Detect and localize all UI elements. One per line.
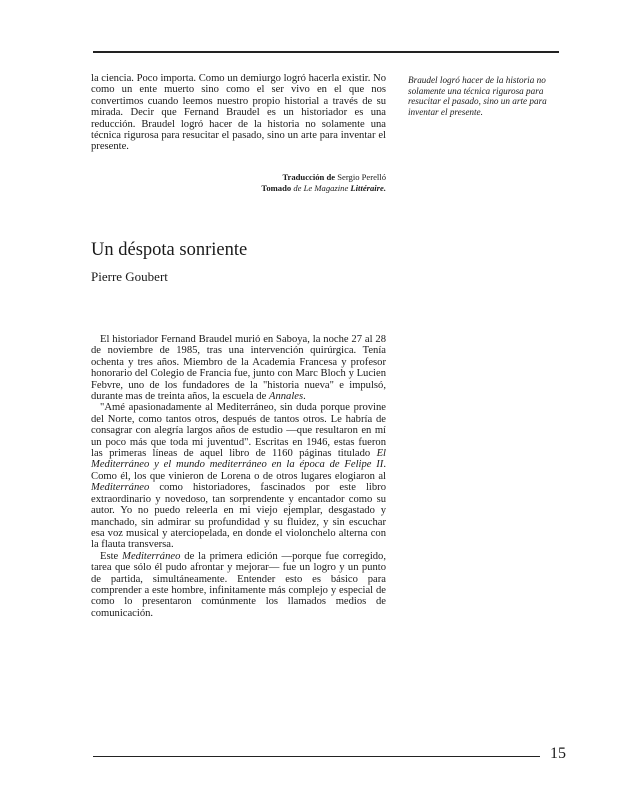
source-de: de	[293, 183, 302, 193]
source-label: Tomado	[261, 183, 292, 193]
source-magazine-bold: Littéraire.	[350, 183, 386, 193]
body-paragraph-2	[91, 402, 386, 550]
p2-text-a: "Amé apasionadamente al Mediterráneo, sin duda porque provine del Norte, como tantos otros, después de tantos otros. Le habría de consagrar con alegría largos años de estudio —que resultaron en mí un poco más que toda mi juventud". Escritas en 1946, estas fueron las primeras líneas de aquel libro de 1160 páginas titulado	[91, 402, 386, 460]
intro-paragraph	[91, 73, 386, 153]
translation-credit	[261, 172, 386, 183]
body-paragraph-3	[91, 551, 386, 619]
translation-label: Traducción de	[282, 172, 336, 182]
credits	[261, 172, 386, 194]
article-body	[91, 334, 386, 619]
p1-text: El historiador Fernand Braudel murió en Saboya, la noche 27 al 28 de noviembre de 1985, tras una intervención quirúrgica. Tenía ochenta y tres años. Miembro de la Academia Francesa y profesor honorario del Colegio de Francia fue, junto con Marc Bloch y Lucien Febvre, uno de los fundadores de la "historia nueva" e impulsó, durante mas de treinta años, la escuela de	[91, 334, 386, 403]
annales-title: Annales	[268, 391, 304, 403]
mediterraneo-ref-2: Mediterráneo	[122, 550, 181, 562]
sidenote-quote: Braudel logró hacer de la historia no solamente una técnica rigurosa para resucitar el pasado, sino un arte para inventar el presente.	[408, 75, 547, 117]
page-number: 15	[550, 745, 566, 762]
source-magazine: Le Magazine	[303, 183, 349, 193]
article-title: Un déspota sonriente	[91, 240, 248, 260]
mediterraneo-ref-1: Mediterráneo	[91, 482, 150, 494]
p3-text-b: de la primera edición —porque fue corregido, tarea que sólo él pudo afrontar y mejorar— fue un logro y un punto de partida, simultáneamente. Entender esto es básico para comprender a este hombre, infinitamente más complejo y especial de como lo presentaron comúnmente los llamados medios de comunicación.	[91, 550, 386, 619]
intro-text: la ciencia. Poco importa. Como un demiurgo logró hacerla existir. No como un ente muerto sino como el ser vivo en el que nos convertimos cuando leemos nuestro propio historial a través de su mirada. Decir que Fernand Braudel es un historiador es una reducción. Braudel logró hacer de la historia no solamente una técnica rigurosa para resucitar el pasado, sino un arte para inventar el presente.	[91, 73, 386, 153]
translator-name: Sergio Perelló	[337, 172, 386, 182]
p3-text-a: Este	[100, 550, 119, 562]
p2-text-c: como historiadores, fascinados por este libro extraordinario y novedoso, tan sorprendente y encantador como su autor. Yo no puedo releerla en mi viejo ejemplar, desgastado y manchado, sin admirar su profundidad y su fluidez, y sin escuchar esa voz musical y aterciopelada, en donde el violonchelo alterna con la flauta transversa.	[91, 482, 386, 551]
source-credit	[261, 183, 386, 194]
body-paragraph-1	[91, 334, 386, 402]
article-author: Pierre Goubert	[91, 269, 168, 284]
bottom-rule	[93, 756, 540, 757]
p2-text-b: . Como él, los que vinieron de Lorena o de otros lugares elogiaron al	[91, 459, 386, 482]
top-rule	[93, 51, 559, 53]
book-title: El Mediterráneo y el mundo mediterráneo en la época de Felipe II	[91, 448, 386, 471]
p1-end: .	[303, 391, 306, 403]
